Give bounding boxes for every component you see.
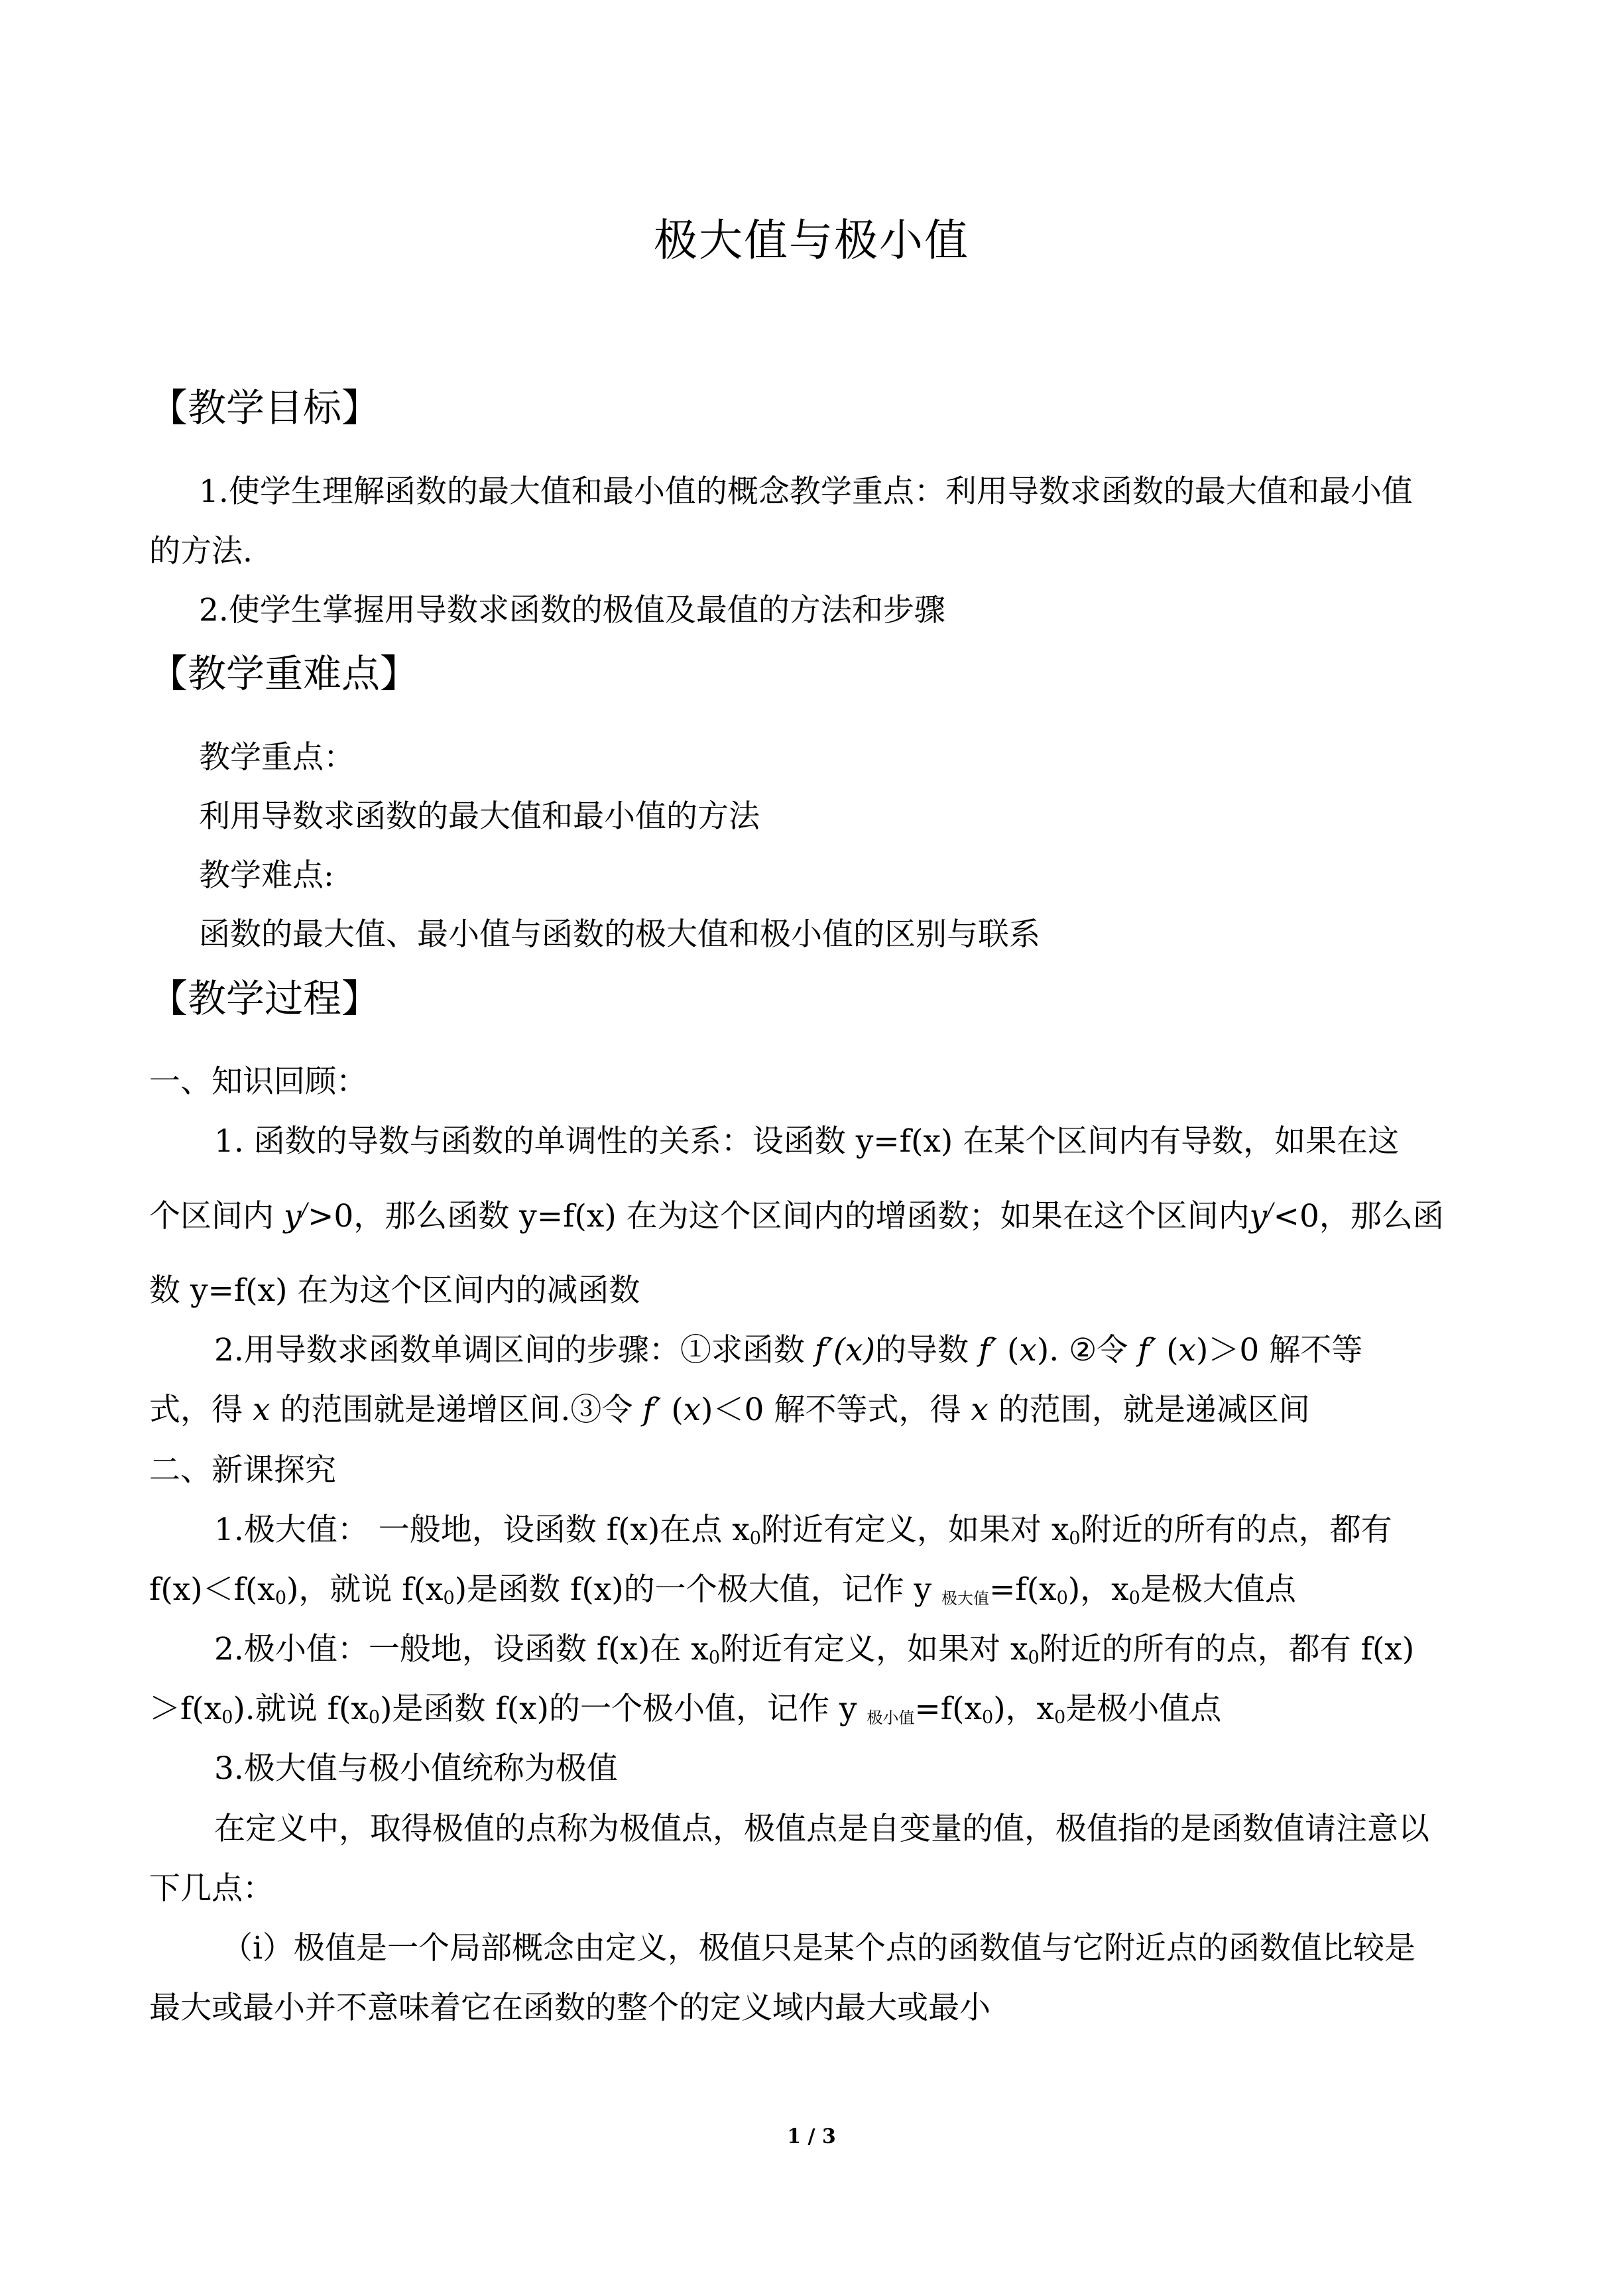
section-heading-keypoints: 【教学重难点】	[149, 651, 419, 696]
max-def-line-1: 1.极大值： 一般地，设函数 f(x)在点 $x_0$附近有定义，如果对 $x_0$附近的所有的点，都有	[214, 1512, 1392, 1549]
min-def-line-2: $>f(x_0)$.就说 $f(x_0)$是函数 f(x)的一个极小值，记作 y 极小值$=f(x_0)$，$x_0$是极小值点	[149, 1691, 1222, 1728]
section-heading-goals: 【教学目标】	[149, 385, 381, 430]
review1-line-3: 数 y=f(x) 在为这个区间内的减函数	[149, 1272, 640, 1309]
keypoint-label-focus: 教学重点：	[199, 739, 355, 776]
extreme-line-5: 最大或最小并不意味着它在函数的整个的定义域内最大或最小	[149, 1990, 991, 2026]
keypoint-label-difficulty: 教学难点:	[199, 857, 334, 894]
goal-line-3: 2.使学生掌握用导数求函数的极值及最值的方法和步骤	[199, 592, 945, 629]
goal-line-1: 1.使学生理解函数的最大值和最小值的概念教学重点：利用导数求函数的最大值和最小值	[199, 473, 1413, 510]
page-title: 极大值与极小值	[654, 215, 969, 266]
review1-line-2: 个区间内 y/>0，那么函数 y=f(x) 在为这个区间内的增函数；如果在这个区间内y/<0，那么函	[149, 1198, 1444, 1235]
section-heading-process: 【教学过程】	[149, 976, 381, 1021]
review1-line-1: 1. 函数的导数与函数的单调性的关系：设函数 y=f(x) 在某个区间内有导数，如果在这	[214, 1123, 1400, 1160]
extreme-line-3: 下几点：	[149, 1870, 274, 1907]
goal-line-2: 的方法.	[149, 533, 253, 570]
review2-line-2: 式，得 x 的范围就是递增区间.③令 f′ (x)＜0 解不等式，得 x 的范围，就是递减区间	[149, 1392, 1310, 1428]
extreme-line-1: 3.极大值与极小值统称为极值	[214, 1750, 618, 1787]
review2-line-1: 2.用导数求函数单调区间的步骤：①求函数 f′(x)的导数 f′ (x). ②令 f′ (x)＞0 解不等	[214, 1332, 1363, 1368]
extreme-line-2: 在定义中，取得极值的点称为极值点，极值点是自变量的值，极值指的是函数值请注意以	[214, 1811, 1429, 1847]
max-def-line-2: $f(x)<f(x_0)$，就说 $f(x_0)$是函数 f(x)的一个极大值，记作 y 极大值$=f(x_0)$，$x_0$是极大值点	[149, 1571, 1296, 1608]
min-def-line-1: 2.极小值：一般地，设函数 f(x)在 $x_0$附近有定义，如果对 $x_0$附近的所有的点，都有 f(x)	[214, 1631, 1415, 1668]
review-heading: 一、知识回顾：	[149, 1063, 367, 1100]
extreme-line-4: （ⅰ）极值是一个局部概念由定义，极值只是某个点的函数值与它附近点的函数值比较是	[221, 1930, 1416, 1966]
keypoint-focus-text: 利用导数求函数的最大值和最小值的方法	[199, 798, 760, 835]
page-number: 1 / 3	[787, 2125, 836, 2148]
new-heading: 二、新课探究	[149, 1452, 336, 1488]
keypoint-difficulty-text: 函数的最大值、最小值与函数的极大值和极小值的区别与联系	[199, 916, 1040, 953]
